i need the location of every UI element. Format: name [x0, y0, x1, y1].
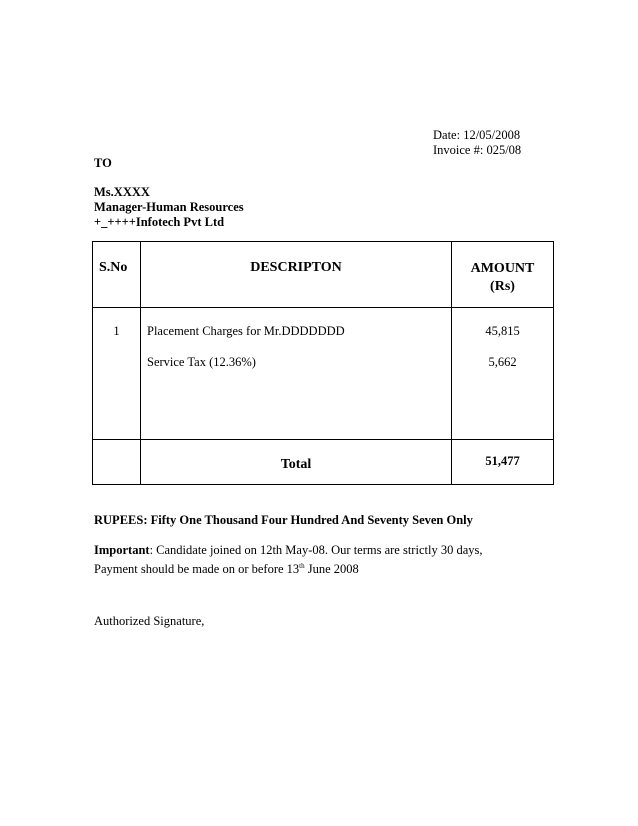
important-line1: : Candidate joined on 12th May-08. Our terms are strictly 30 days, — [149, 543, 483, 557]
table-header-row — [93, 242, 554, 308]
recipient-title: Manager-Human Resources — [94, 200, 244, 214]
table-row — [93, 308, 554, 440]
recipient-company: +_++++Infotech Pvt Ltd — [94, 215, 225, 229]
signature-label: Authorized Signature, — [94, 614, 205, 628]
total-empty-cell — [93, 440, 141, 485]
recipient-name: Ms.XXXX — [94, 185, 150, 199]
line-item-description: Service Tax (12.36%) — [147, 355, 256, 369]
line-item-description: Placement Charges for Mr.DDDDDDD — [147, 324, 345, 338]
invoice-table — [92, 241, 554, 485]
important-line2: Payment should be made on or before 13 — [94, 562, 300, 577]
line-item-amount: 5,662 — [488, 355, 517, 369]
important-label: Important — [94, 543, 150, 557]
ordinal-suffix: th — [299, 562, 305, 570]
amount-header-unit: (Rs) — [490, 279, 515, 294]
recipient-block — [94, 156, 244, 230]
row-description — [141, 308, 452, 440]
sno-header: S.No — [93, 242, 141, 308]
row-sno: 1 — [93, 308, 141, 440]
amount-in-words: RUPEES: Fifty One Thousand Four Hundred And Seventy Seven Only — [94, 513, 473, 527]
invoice-number: Invoice #: 025/08 — [433, 143, 522, 157]
important-line2-end: June 2008 — [304, 562, 359, 577]
total-row — [93, 440, 554, 485]
amount-header — [452, 242, 554, 308]
description-header: DESCRIPTON — [141, 242, 452, 308]
invoice-date: Date: 12/05/2008 — [433, 128, 521, 142]
total-label: Total — [141, 440, 452, 485]
row-amount — [452, 308, 554, 440]
invoice-meta — [433, 128, 521, 158]
to-label: TO — [94, 156, 112, 170]
important-note — [94, 542, 482, 577]
line-item-amount: 45,815 — [485, 324, 520, 338]
amount-header-label: AMOUNT — [470, 261, 535, 276]
total-value: 51,477 — [452, 440, 554, 485]
